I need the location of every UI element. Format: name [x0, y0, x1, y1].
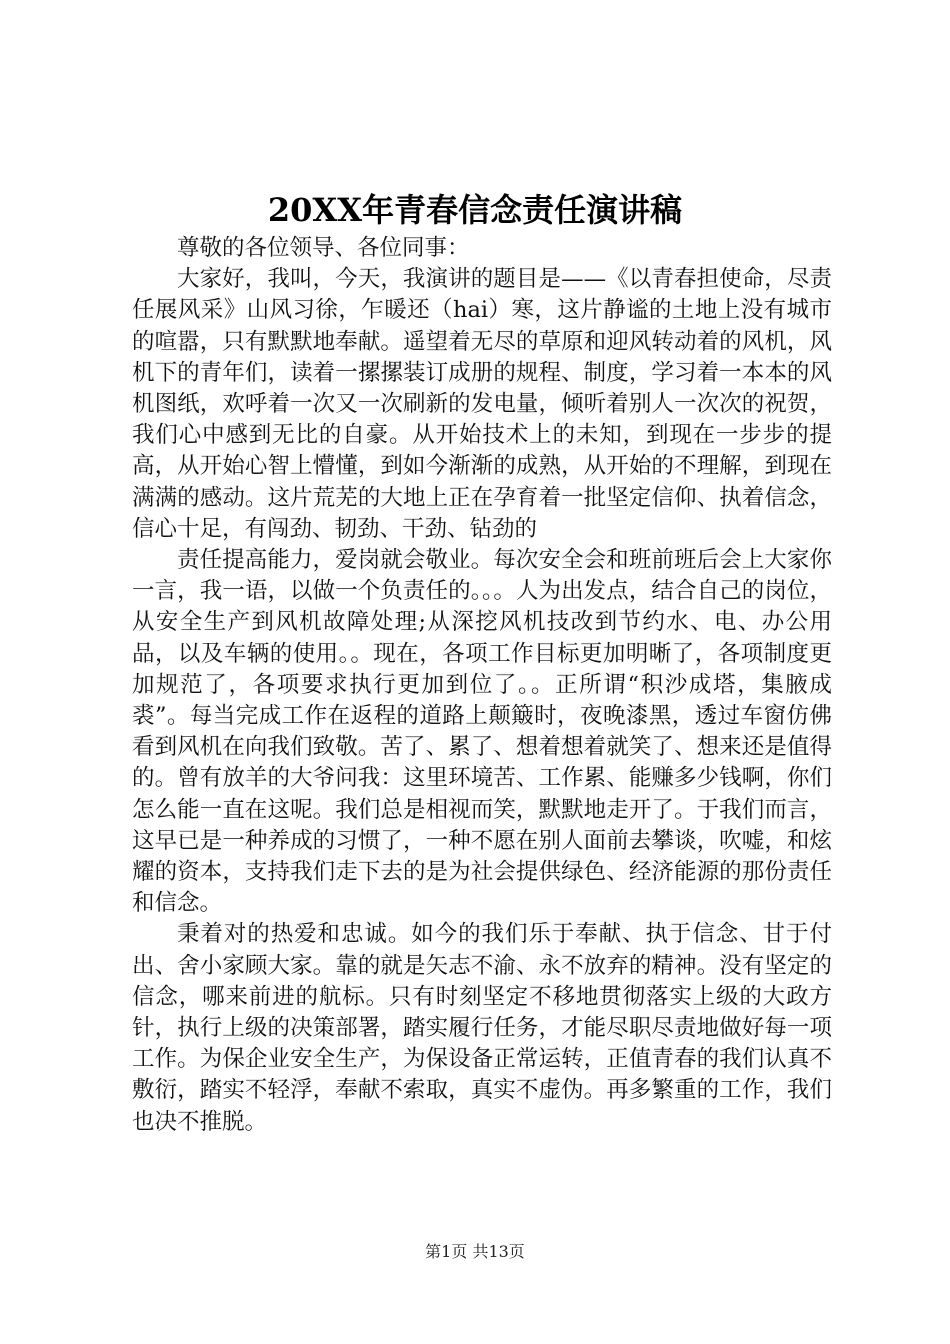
- document-title: 20XX年青春信念责任演讲稿: [267, 191, 683, 229]
- page-number-footer: 第1页 共13页: [425, 1242, 525, 1261]
- document-body: [132, 233, 832, 1138]
- body-paragraph: 大家好，我叫，今天，我演讲的题目是——《以青春担使命，尽责任展风采》山风习徐，乍暖还（hai）寒，这片静谧的土地上没有城市的喧嚣，只有默默地奉献。遥望着无尽的草原和迎风转动着的风机，风机下的青年们，读着一摞摞装订成册的规程、制度，学习着一本本的风机图纸，欢呼着一次又一次刷新的发电量，倾听着别人一次次的祝贺，我们心中感到无比的自豪。从开始技术上的未知，到现在一步步的提高，从开始心智上懵懂，到如今渐渐的成熟，从开始的不理解，到现在满满的感动。这片荒芜的大地上正在孕育着一批坚定信仰、执着信念，信心十足，有闯劲、韧劲、干劲、钻劲的: [132, 266, 832, 542]
- body-paragraph: 秉着对的热爱和忠诚。如今的我们乐于奉献、执于信念、甘于付出、舍小家顾大家。靠的就是矢志不渝、永不放弃的精神。没有坚定的信念，哪来前进的航标。只有时刻坚定不移地贯彻落实上级的大政方针，执行上级的决策部署，踏实履行任务，才能尽职尽责地做好每一项工作。为保企业安全生产，为保设备正常运转，正值青春的我们认真不敷衍，踏实不轻浮，奉献不索取，真实不虚伪。再多繁重的工作，我们也决不推脱。: [132, 921, 832, 1135]
- body-paragraph: 责任提高能力，爱岗就会敬业。每次安全会和班前班后会上大家你一言，我一语，以做一个负责任的。。。人为出发点，结合自己的岗位，从安全生产到风机故障处理;从深挖风机技改到节约水、电、办公用品，以及车辆的使用。。现在，各项工作目标更加明晰了，各项制度更加规范了，各项要求执行更加到位了。。正所谓“积沙成塔，集腋成裘”。每当完成工作在返程的道路上颠簸时，夜晚漆黑，透过车窗仿佛看到风机在向我们致敬。苦了、累了、想着想着就笑了、想来还是值得的。曾有放羊的大爷问我：这里环境苦、工作累、能赚多少钱啊，你们怎么能一直在这呢。我们总是相视而笑，默默地走开了。于我们而言，这早已是一种养成的习惯了，一种不愿在别人面前去攀谈，吹嘘，和炫耀的资本，支持我们走下去的是为社会提供绿色、经济能源的那份责任和信念。: [132, 547, 832, 917]
- salutation-paragraph: 尊敬的各位领导、各位同事：: [177, 235, 470, 261]
